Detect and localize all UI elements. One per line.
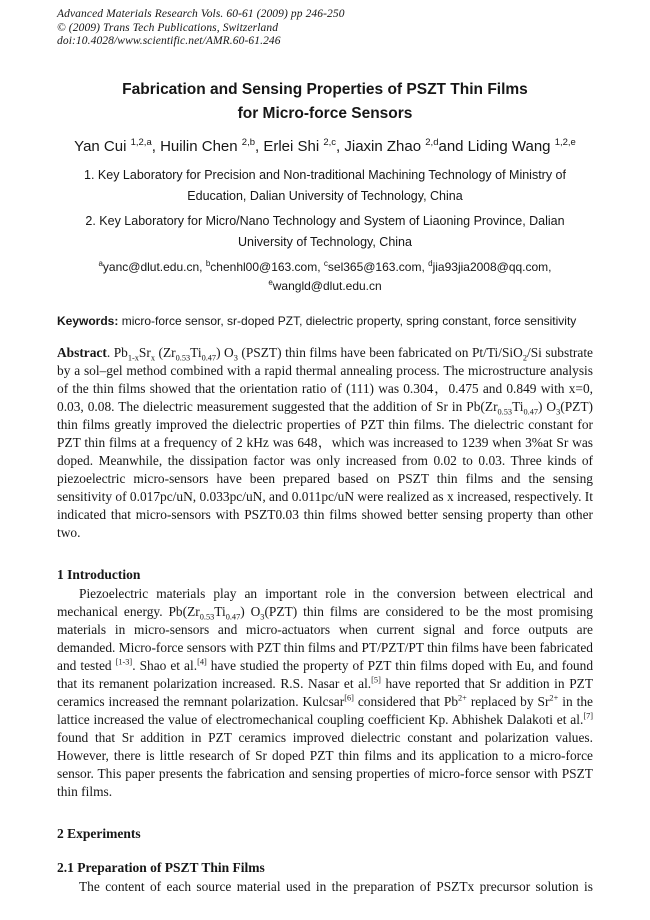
abstract-paragraph: Abstract. $Pb_{1-x}Sr_x$ $(Zr_{0.53}Ti_{0.47})$ $O_3$ (PSZT) thin films have been fabricated on Pt/Ti/SiO$_2$/Si substrate by a sol–gel method combined with a rapid thermal annealing process. The microstructure analysis of the thin films showed that the orientation ratio of (111) was 0.304，0.475 and 0.849 with x=0, 0.03, 0.08. The dielectric measurement suggested that the addition of Sr in $Pb(Zr_{0.53}Ti_{0.47})$ $O_3(PZT)$ thin films greatly improved the dielectric properties of PZT thin films. The dielectric constant for PZT thin films at a frequency of 2 kHz was 648，which was increased to 1239 when 3%at Sr was doped. Meanwhile, the dissipation factor was only increased from 0.02 to 0.03. Three kinds of piezoelectric micro-sensors have been prepared based on PSZT thin films and the sensing sensitivity of 0.017pc/uN, 0.033pc/uN, and 0.011pc/uN were realized as x increased, respectively. It indicated that micro-sensors with PSZT0.03 thin films showed better sensing property than other two. [57,344,593,540]
paper-title [57,78,593,126]
keywords-label: Keywords: [57,313,119,328]
journal-header [57,8,593,49]
affiliation-1: 1. Key Laboratory for Precision and Non-traditional Machining Technology of Ministry of Education, Dalian University of Technology, China [84,167,566,203]
section-heading-introduction: 1 Introduction [57,566,141,582]
section-heading-experiments: 2 Experiments [57,825,141,841]
affiliation-2: 2. Key Laboratory for Micro/Nano Technology and System of Liaoning Province, Dalian University of Technology, China [85,213,565,249]
subsection-heading-preparation: 2.1 Preparation of PSZT Thin Films [57,859,265,875]
authors-line: Yan Cui $^{1,2,a}$, Huilin Chen $^{2,b}$, Erlei Shi $^{2,c}$, Jiaxin Zhao $^{2,d}$and Liding Wang $^{1,2,e}$ [74,136,576,155]
introduction-paragraph: Piezoelectric materials play an important role in the conversion between electrical and mechanical energy. $Pb(Zr_{0.53}Ti_{0.47})$ $O_3(PZT)$ thin films are considered to be the most promising materials in micro-sensors and micro-actuators when current signal and force outputs are demanded. Micro-force sensors with PZT thin films and PT/PZT/PT thin films have been fabricated and tested [1-3]. Shao et al.[4] have studied the property of PZT thin films doped with Eu, and found that its remanent polarization increased. R.S. Nasar et al.[5] have reported that Sr addition in PZT ceramics increased the remnant polarization. Kulcsar[6] considered that $Pb^{2+}$ replaced by $Sr^{2+}$ in the lattice increased the value of electromechanical coupling coefficient Kp. Abhishek Dalakoti et al.[7] found that Sr addition in PZT ceramics improved dielectric constant and polarization values. However, there is little research of Sr doped PZT thin films and its application to a micro-force sensor. This paper presents the fabrication and sensing properties of micro-force sensor with PSZT thin films. [57,585,594,799]
author-emails-line-2: $^e$wangld@dlut.edu.cn [268,277,382,293]
keywords-text: micro-force sensor, sr-doped PZT, dielectric property, spring constant, force sensitivity [118,313,577,328]
paper-title-line-2: for Micro-force Sensors [237,104,413,122]
journal-header-copyright: © (2009) Trans Tech Publications, Switzerland [57,21,279,34]
author-emails-line-1: $^a$yanc@dlut.edu.cn, $^b$chenhl00@163.com, $^c$sel365@163.com, $^d$jia93jia2008@qq.com, [98,258,552,274]
journal-header-doi: doi:10.4028/www.scientific.net/AMR.60-61.246 [57,35,281,47]
keywords-line [57,313,593,329]
journal-header-volume: Advanced Materials Research Vols. 60-61 (2009) pp 246-250 [57,8,345,20]
paper-title-line-1: Fabrication and Sensing Properties of PSZT Thin Films [122,80,528,98]
experiments-paragraph: The content of each source material used in the preparation of PSZTx precursor solution is [79,878,593,894]
author-emails [57,258,593,296]
